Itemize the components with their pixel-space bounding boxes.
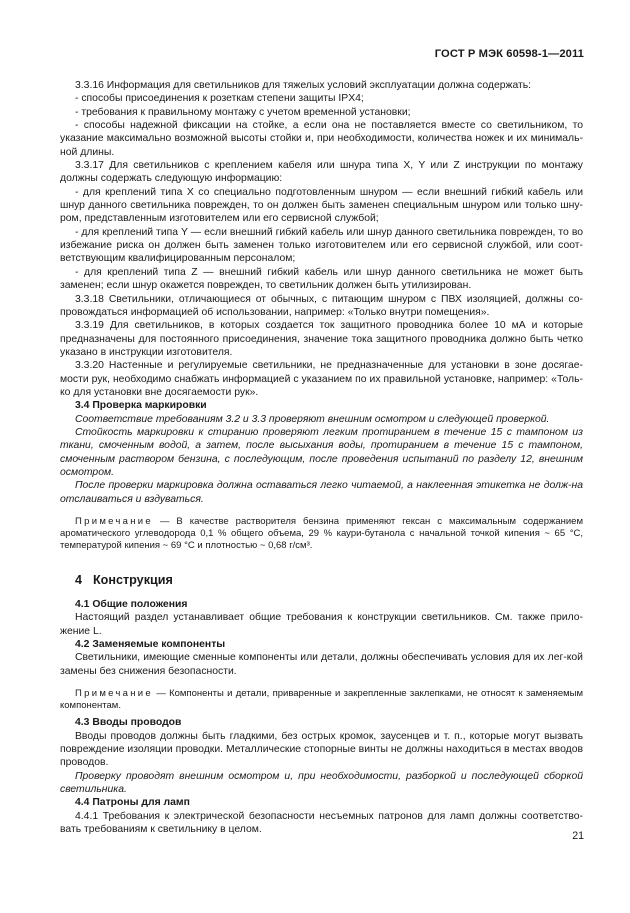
list-item: - для креплений типа Z — внешний гибкий кабель или шнур данного светильника не может быть заменен; если шнур окажется поврежден, то светильник должен быть утилизирован. [60,266,583,292]
section-heading-4 [75,574,583,587]
paragraph: Вводы проводов должны быть гладкими, без острых кромок, заусенцев и т. п., которые могут вызвать повреждение изоляции проводки. Металлические стопорные винты не должны находиться в местах вводов проводов. [60,730,583,769]
section-number: 4 [75,572,83,587]
list-item: - для креплений типа X со специально подготовленным шнуром — если внешний гибкий кабель или шнур данного светильника поврежден, то он должен быть заменен специальным шнуром или только шну-ром, представленным изготовителем или его сервисной службой; [60,186,583,225]
paragraph: Светильники, имеющие сменные компоненты или детали, должны обеспечивать условия для их лег-кой замены без снижения безопасности. [60,652,583,677]
list-item: - для креплений типа Y — если внешний гибкий кабель или шнур данного светильника поврежден, то во избежание риска он должен быть заменен только изготовителем или его сервисной службой, или соот-ветствующим квалифицированным персоналом; [60,226,583,265]
subsection-heading-4-4: 4.4 Патроны для ламп [75,797,190,809]
clause-3-3-20: 3.3.20 Настенные и регулируемые светильники, не предназначенные для установки в зоне досягае-мости рук, необходимо снабжать информацией с указанием по их правильной установке, например: «Толь-ко для установки вне досягаемости рук». [60,360,583,398]
list-item: - способы присоединения к розеткам степени защиты IPX4; [75,93,364,105]
list-item: - способы надежной фиксации на стойке, а если она не поставляется вместе со светильником, то указание максимально возможной высоты стойки и, при необходимости, количества ножек и их минималь-ной длины. [60,120,583,158]
paragraph: Настоящий раздел устанавливает общие требования к конструкции светильников. См. также прило-жение L. [60,612,583,637]
clause-3-3-16: 3.3.16 Информация для светильников для тяжелых условий эксплуатации должна содержать: [75,80,532,91]
subsection-heading-4-1: 4.1 Общие положения [75,598,188,610]
test-method-paragraph: После проверки маркировка должна оставаться легко читаемой, а наклеенная этикетка не долж-на отслаиваться и вздуваться. [60,480,583,505]
clause-3-3-19: 3.3.19 Для светильников, в которых создается ток защитного проводника более 10 мА и которые предназначены для постоянного присоединения, значение тока защитного проводника должно быть четко указано в инструкции изготовителя. [60,320,583,358]
test-method-paragraph: Соответствие требованиям 3.2 и 3.3 проверяют внешним осмотром и следующей проверкой. [75,413,550,425]
note-text: — В качестве растворителя бензина применяют гексан с максимальным содержанием ароматического углеводорода 0,1 % общего объема, 29 % каури-бутанола с начальной точкой кипения ~ 65 °С, температурой кипения ~ 69 °С и плотностью ~ 0,68 г/см³. [60,516,583,552]
clause-4-4-1: 4.4.1 Требования к электрической безопасности несъемных патронов для ламп должны соответство-вать требованиям к светильнику в целом. [60,810,583,836]
standard-header: ГОСТ Р МЭК 60598-1—2011 [434,48,584,60]
subsection-heading-4-3: 4.3 Вводы проводов [75,717,182,729]
clause-3-3-17: 3.3.17 Для светильников с креплением кабеля или шнура типа X, Y или Z инструкции по монтажу должны содержать следующую информацию: [60,160,583,185]
subsection-heading-3-4: 3.4 Проверка маркировки [75,400,207,412]
clause-3-3-18: 3.3.18 Светильники, отличающиеся от обычных, с питающим шнуром с ПВХ изоляцией, должны со-провождаться информацией об использовании, например: «Только внутри помещения». [60,293,583,318]
note-label: Примечание [75,516,153,527]
page-number: 21 [572,830,584,842]
subsection-heading-4-2: 4.2 Заменяемые компоненты [75,638,226,650]
note-components [60,688,583,712]
list-item: - требования к правильному монтажу с учетом временной установки; [75,106,411,118]
page-content [60,79,583,837]
test-method-paragraph: Стойкость маркировки к стиранию проверяют легким протиранием в течение 15 с тампоном из ткани, смоченным водой, а затем, после высыхания воды, протиранием в течение 15 с тампоном, смоченным раствором бензина, с последующим, после проведения испытаний по разделу 12, внешним осмотром. [60,426,583,478]
note-text: — Компоненты и детали, приваренные и закрепленные заклепками, не относят к заменяемым компонентам. [60,688,583,712]
note-label: Примечание [75,688,153,700]
test-method-paragraph: Проверку проводят внешним осмотром и, при необходимости, разборкой и последующей сборкой светильника. [60,770,583,796]
note-solvent [60,516,583,553]
section-title: Конструкция [93,572,173,587]
